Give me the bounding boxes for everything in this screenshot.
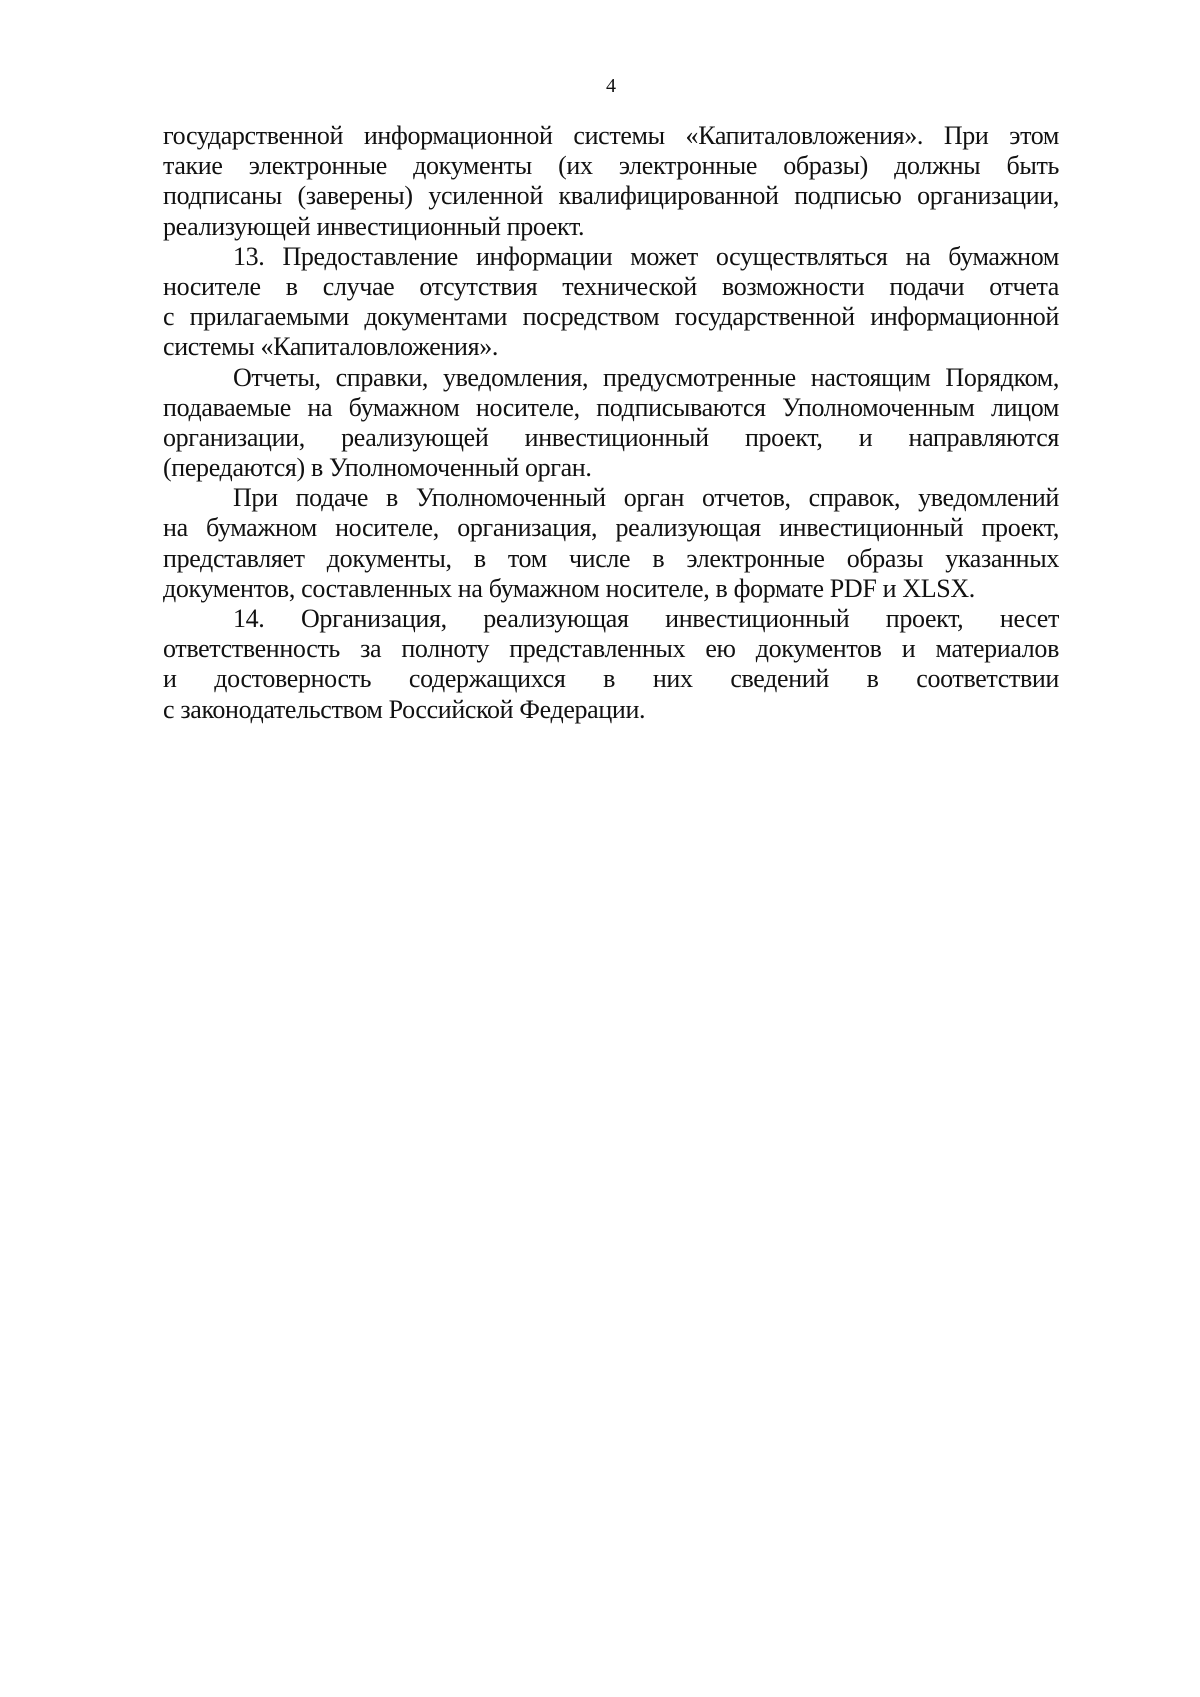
text-line: При подаче в Уполномоченный орган отчетов, справок, уведомлений [233,483,1059,513]
paragraph-continuation-12 [163,121,1059,242]
text-line: ответственность за полноту представленных ею документов и материалов [163,634,1059,664]
page-number: 4 [606,75,616,97]
paragraph-item-14 [163,604,1059,725]
text-line: Отчеты, справки, уведомления, предусмотренные настоящим Порядком, [233,362,1059,392]
text-line: 14. Организация, реализующая инвестиционный проект, несет [233,604,1059,633]
text-line: и достоверность содержащихся в них сведений в соответствии [163,664,1059,694]
paragraph-item-13-signing [163,363,1059,484]
text-line: 13. Предоставление информации может осуществляться на бумажном [233,241,1059,271]
text-line: носителе в случае отсутствия технической возможности подачи отчета [163,271,1059,301]
text-line: с прилагаемыми документами посредством государственной информационной [163,302,1059,332]
text-line: подаваемые на бумажном носителе, подписываются Уполномоченным лицом [163,392,1059,422]
document-body [163,121,1059,725]
text-line: представляет документы, в том числе в электронные образы указанных [163,543,1059,573]
paragraph-item-13 [163,242,1059,363]
text-line: системы «Капиталовложения». [163,332,499,362]
text-line: подписаны (заверены) усиленной квалифицированной подписью организации, [163,181,1059,211]
paragraph-item-13-formats [163,483,1059,604]
text-line: государственной информационной системы «Капиталовложения». При этом [163,121,1059,150]
text-line: реализующей инвестиционный проект. [163,211,585,241]
text-line: с законодательством Российской Федерации. [163,694,646,724]
text-line: (передаются) в Уполномоченный орган. [163,453,592,483]
text-line: такие электронные документы (их электронные образы) должны быть [163,151,1059,181]
text-line: организации, реализующей инвестиционный проект, и направляются [163,422,1059,452]
text-line: на бумажном носителе, организация, реализующая инвестиционный проект, [163,513,1059,543]
text-line: документов, составленных на бумажном носителе, в формате PDF и XLSX. [163,573,975,603]
